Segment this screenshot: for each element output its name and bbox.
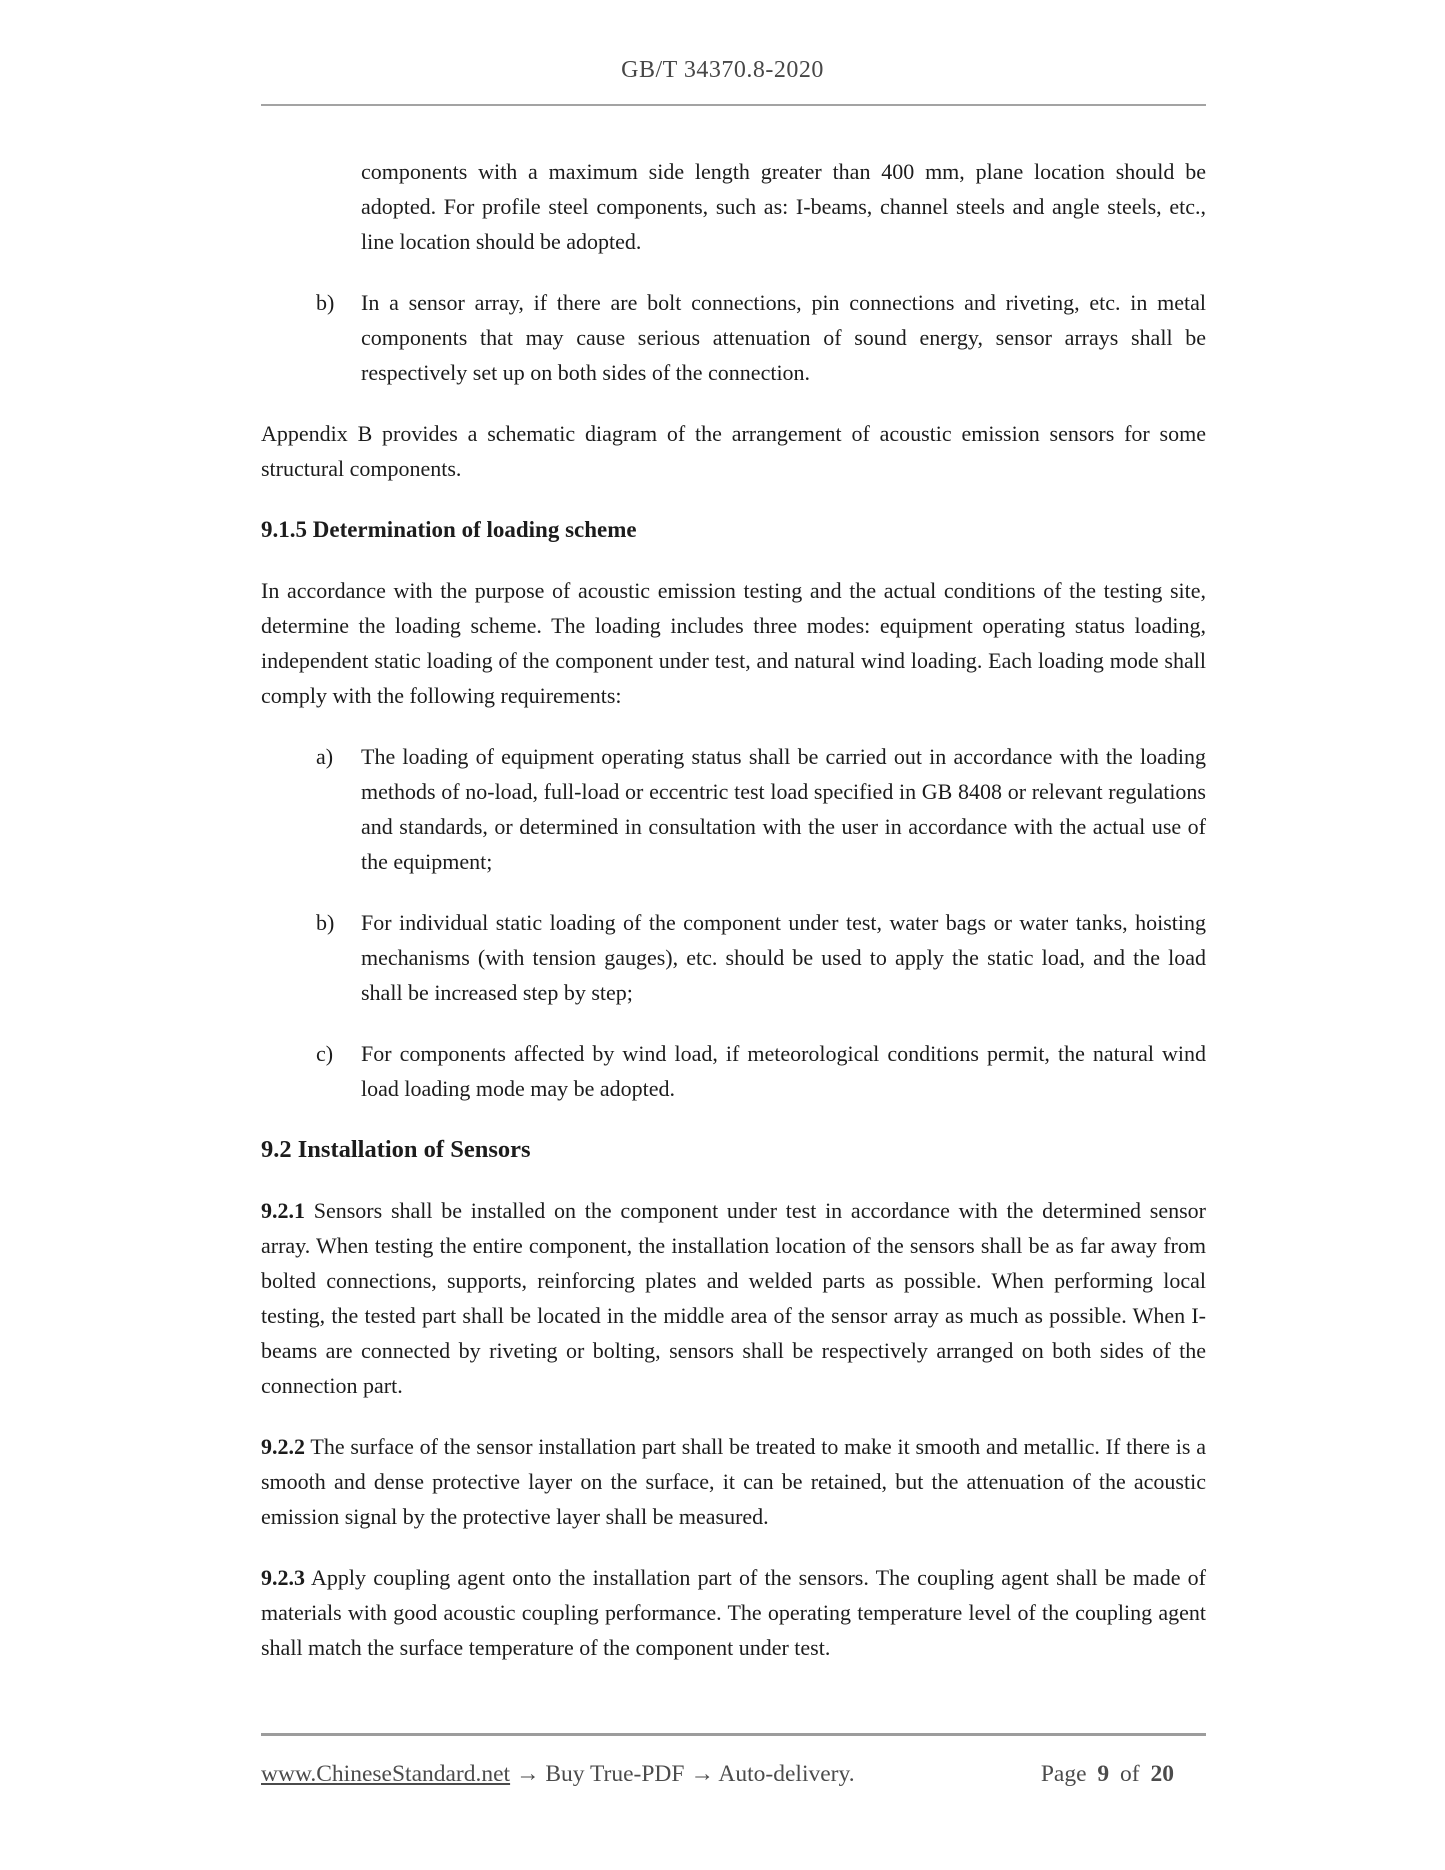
clause-text: Sensors shall be installed on the component under test in accordance with the determined sensor array. When testing the entire component, the installation location of the sensors shall be as far away from bolted connections, supports, reinforcing plates and welded parts as possible. When performing local testing, the tested part shall be located in the middle area of the sensor array as much as possible. When I-beams are connected by riveting or bolting, sensors shall be respectively arranged on both sides of the connection part. <box>261 1198 1206 1398</box>
clause-text: Apply coupling agent onto the installation part of the sensors. The coupling agent shall be made of materials with good acoustic coupling performance. The operating temperature level of the coupling agent shall match the surface temperature of the component under test. <box>261 1565 1206 1660</box>
of-label: of <box>1120 1761 1140 1787</box>
page-label: Page <box>1040 1761 1087 1787</box>
list-item-c <box>261 1036 1206 1106</box>
arrow-icon: → <box>515 1761 540 1787</box>
header-divider <box>261 104 1206 106</box>
page-number: 9 <box>1097 1761 1110 1787</box>
section-heading-9-1-5: 9.1.5 Determination of loading scheme <box>261 517 637 542</box>
list-item-text: For components affected by wind load, if meteorological conditions permit, the natural wind load loading mode may be adopted. <box>361 1041 1206 1101</box>
page-footer <box>261 1733 1206 1791</box>
intro-continuation-paragraph: components with a maximum side length greater than 400 mm, plane location should be adopted. For profile steel components, such as: I-beams, channel steels and angle steels, etc., line location should be adopted. <box>361 159 1206 254</box>
clause-9-2-3 <box>261 1560 1206 1665</box>
clause-number: 9.2.1 <box>261 1198 305 1223</box>
arrow-icon: → <box>690 1761 714 1787</box>
standard-number: GB/T 34370.8-2020 <box>621 57 824 83</box>
section-9-1-5-intro-paragraph: In accordance with the purpose of acoustic emission testing and the actual conditions of the testing site, determine the loading scheme. The loading includes three modes: equipment operating status loading, independent static loading of the component under test, and natural wind loading. Each loading mode shall comply with the following requirements: <box>261 578 1206 708</box>
list-item-text: The loading of equipment operating status shall be carried out in accordance with the loading methods of no-load, full-load or eccentric test load specified in GB 8408 or relevant regulations and standards, or determined in consultation with the user in accordance with the actual use of the equipment; <box>361 744 1206 874</box>
list-item-text: For individual static loading of the component under test, water bags or water tanks, hoisting mechanisms (with tension gauges), etc. should be used to apply the static load, and the load shall be increased step by step; <box>361 910 1206 1005</box>
footer-left <box>261 1757 855 1791</box>
page-total: 20 <box>1150 1761 1174 1787</box>
appendix-note-paragraph: Appendix B provides a schematic diagram of the arrangement of acoustic emission sensors for some structural components. <box>261 421 1206 481</box>
section-heading-9-2: 9.2 Installation of Sensors <box>261 1136 531 1163</box>
list-marker: a) <box>316 744 334 769</box>
page-content <box>261 154 1206 1691</box>
list-item-b <box>261 905 1206 1010</box>
footer-divider <box>261 1733 1206 1736</box>
footer-delivery-label: Auto-delivery. <box>718 1761 855 1787</box>
clause-number: 9.2.2 <box>261 1434 305 1459</box>
list-marker: b) <box>316 290 335 315</box>
list-marker: b) <box>316 910 335 935</box>
list-marker: c) <box>316 1041 334 1066</box>
list-item-sensor-array <box>261 285 1206 390</box>
clause-number: 9.2.3 <box>261 1565 305 1590</box>
clause-9-2-1 <box>261 1193 1206 1403</box>
clause-9-2-2 <box>261 1429 1206 1534</box>
list-item-a <box>261 739 1206 879</box>
clause-text: The surface of the sensor installation part shall be treated to make it smooth and metallic. If there is a smooth and dense protective layer on the surface, it can be retained, but the attenuation of the acoustic emission signal by the protective layer shall be measured. <box>261 1434 1207 1529</box>
footer-website-link[interactable]: www.ChineseStandard.net <box>261 1761 511 1787</box>
page-indicator <box>1041 1757 1206 1791</box>
list-item-text: In a sensor array, if there are bolt connections, pin connections and riveting, etc. in metal components that may cause serious attenuation of sound energy, sensor arrays shall be respectively set up on both sides of the connection. <box>361 290 1206 385</box>
footer-buy-label: Buy True-PDF <box>545 1761 685 1787</box>
